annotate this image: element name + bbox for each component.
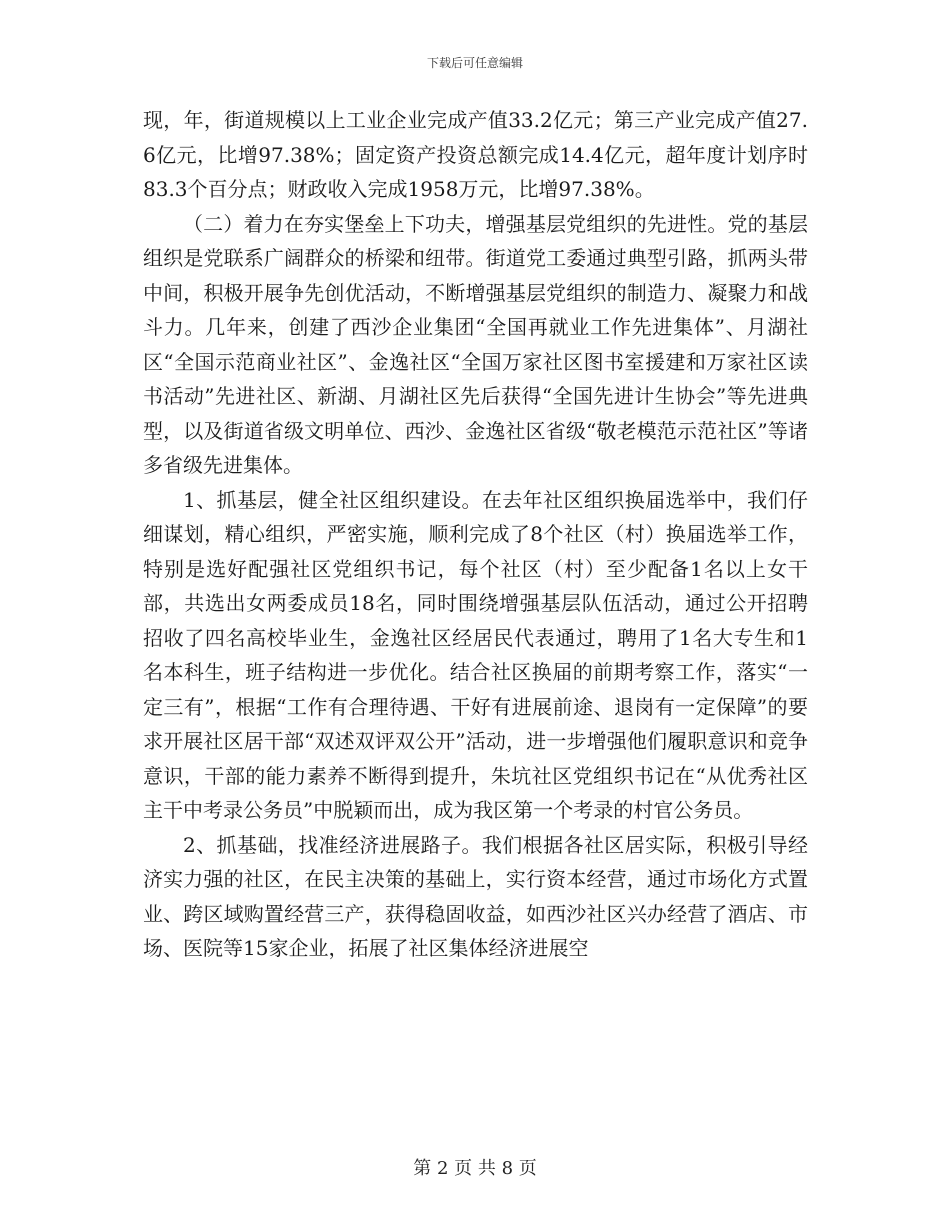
paragraph-4: 2、抓基础，找准经济进展路子。我们根据各社区居实际，积极引导经济实力强的社区，在民主决策的基础上，实行资本经营，通过市场化方式置业、跨区域购置经营三产，获得稳固收益，如西沙社区兴办经营了酒店、市场、医院等15家企业，拓展了社区集体经济进展空 xyxy=(143,832,808,960)
paragraph-2: （二）着力在夯实堡垒上下功夫，增强基层党组织的先进性。党的基层组织是党联系广阔群众的桥梁和纽带。街道党工委通过典型引路，抓两头带中间，积极开展争先创优活动，不断增强基层党组织的制造力、凝聚力和战斗力。几年来，创建了西沙企业集团“全国再就业工作先进集体”、月湖社区“全国示范商业社区”、金逸社区“全国万家社区图书室援建和万家社区读书活动”先进社区、新湖、月湖社区先后获得“全国先进计生协会”等先进典型，以及街道省级文明单位、西沙、金逸社区省级“敬老模范示范社区”等诸多省级先进集体。 xyxy=(143,211,808,477)
page-footer: 第 2 页 共 8 页 xyxy=(413,1158,537,1179)
document-body xyxy=(143,103,808,966)
page-header: 下载后可任意编辑 xyxy=(426,56,523,70)
paragraph-1: 现，年，街道规模以上工业企业完成产值33.2亿元；第三产业完成产值27.6亿元，比增97.38%；固定资产投资总额完成14.4亿元，超年度计划序时83.3个百分点；财政收入完成1958万元，比增97.38%。 xyxy=(143,108,808,201)
paragraph-3: 1、抓基层，健全社区组织建设。在去年社区组织换届选举中，我们仔细谋划，精心组织，严密实施，顺利完成了8个社区（村）换届选举工作，特别是选好配强社区党组织书记，每个社区（村）至少配备1名以上女干部，共选出女两委成员18名，同时围绕增强基层队伍活动，通过公开招聘招收了四名高校毕业生，金逸社区经居民代表通过，聘用了1名大专生和1名本科生，班子结构进一步优化。结合社区换届的前期考察工作，落实“一定三有”，根据“工作有合理待遇、干好有进展前途、退岗有一定保障”的要求开展社区居干部“双述双评双公开”活动，进一步增强他们履职意识和竞争意识，干部的能力素养不断得到提升，朱坑社区党组织书记在“从优秀社区主干中考录公务员”中脱颖而出，成为我区第一个考录的村官公务员。 xyxy=(143,487,808,822)
